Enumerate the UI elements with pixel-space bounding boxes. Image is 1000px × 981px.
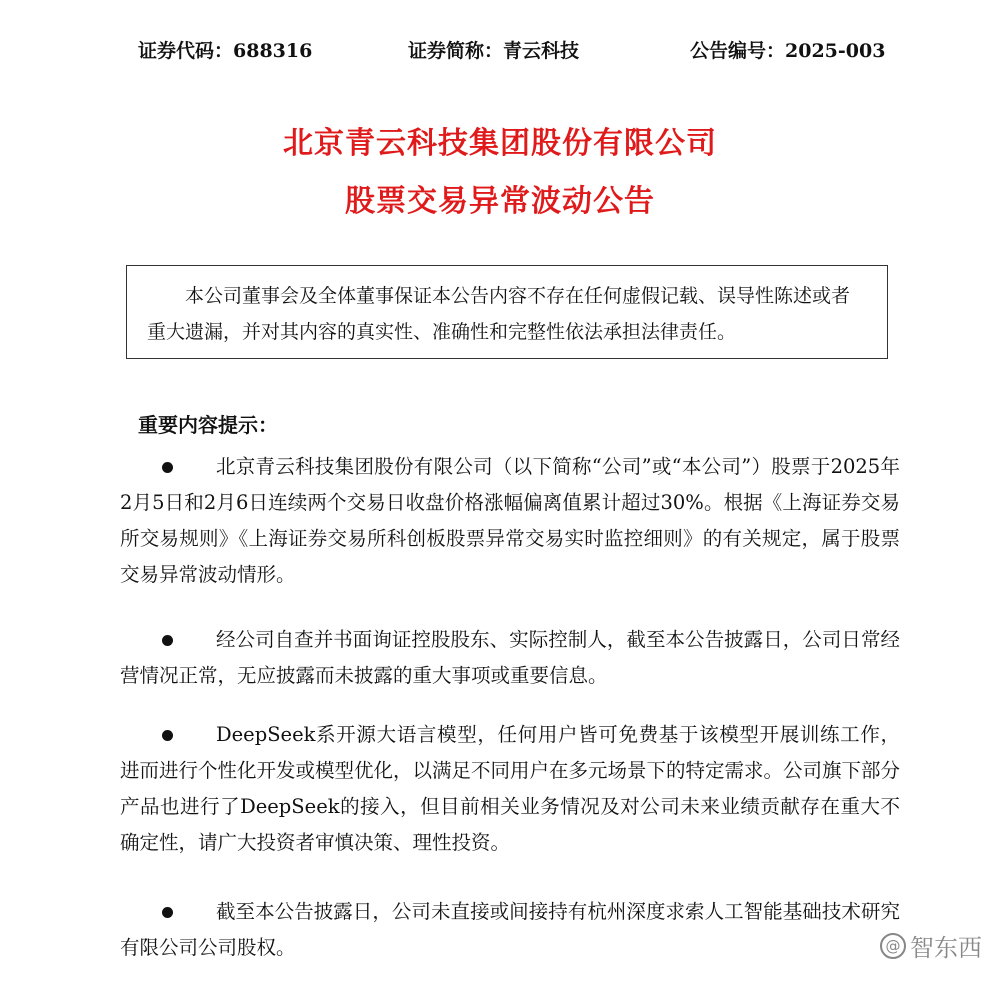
key-point-item [120, 449, 900, 593]
announcement-title: 股票交易异常波动公告 [345, 184, 655, 219]
board-notice-box [126, 265, 888, 359]
document-header [0, 32, 1000, 66]
stock-code: 证券代码：688316 [138, 40, 313, 62]
key-point-item [120, 717, 900, 861]
bullet-icon [162, 907, 173, 918]
key-point-text: 北京青云科技集团股份有限公司（以下简称“公司”或“本公司”）股票于2025年2月5日和2月6日连续两个交易日收盘价格涨幅偏离值累计超过30%。根据《上海证券交易所交易规则》《上海证券交易所科创板股票异常交易实时监控细则》的有关规定，属于股票交易异常波动情形。 [120, 455, 900, 586]
company-title: 北京青云科技集团股份有限公司 [283, 126, 717, 161]
bullet-icon [162, 635, 173, 646]
key-point-text: DeepSeek系开源大语言模型，任何用户皆可免费基于该模型开展训练工作，进而进行个性化开发或模型优化，以满足不同用户在多元场景下的特定需求。公司旗下部分产品也进行了DeepSeek的接入，但目前相关业务情况及对公司未来业绩贡献存在重大不确定性，请广大投资者审慎决策、理性投资。 [120, 723, 901, 854]
key-point-item [120, 622, 900, 694]
key-points-heading: 重要内容提示： [138, 413, 278, 437]
watermark-text: 智东西 [910, 934, 982, 962]
stock-short-name: 证券简称：青云科技 [408, 40, 580, 62]
bullet-icon [162, 730, 173, 741]
board-notice-text: 本公司董事会及全体董事保证本公告内容不存在任何虚假记载、误导性陈述或者重大遗漏，并对其内容的真实性、准确性和完整性依法承担法律责任。 [147, 285, 851, 343]
key-point-text: 经公司自查并书面询证控股股东、实际控制人，截至本公告披露日，公司日常经营情况正常，无应披露而未披露的重大事项或重要信息。 [120, 628, 900, 687]
key-point-text: 截至本公告披露日，公司未直接或间接持有杭州深度求索人工智能基础技术研究有限公司公司股权。 [120, 900, 900, 959]
at-sign-icon: @ [880, 933, 906, 959]
bullet-icon [162, 462, 173, 473]
key-point-item [120, 894, 900, 966]
watermark [880, 928, 982, 963]
announcement-number: 公告编号：2025-003 [690, 40, 886, 62]
